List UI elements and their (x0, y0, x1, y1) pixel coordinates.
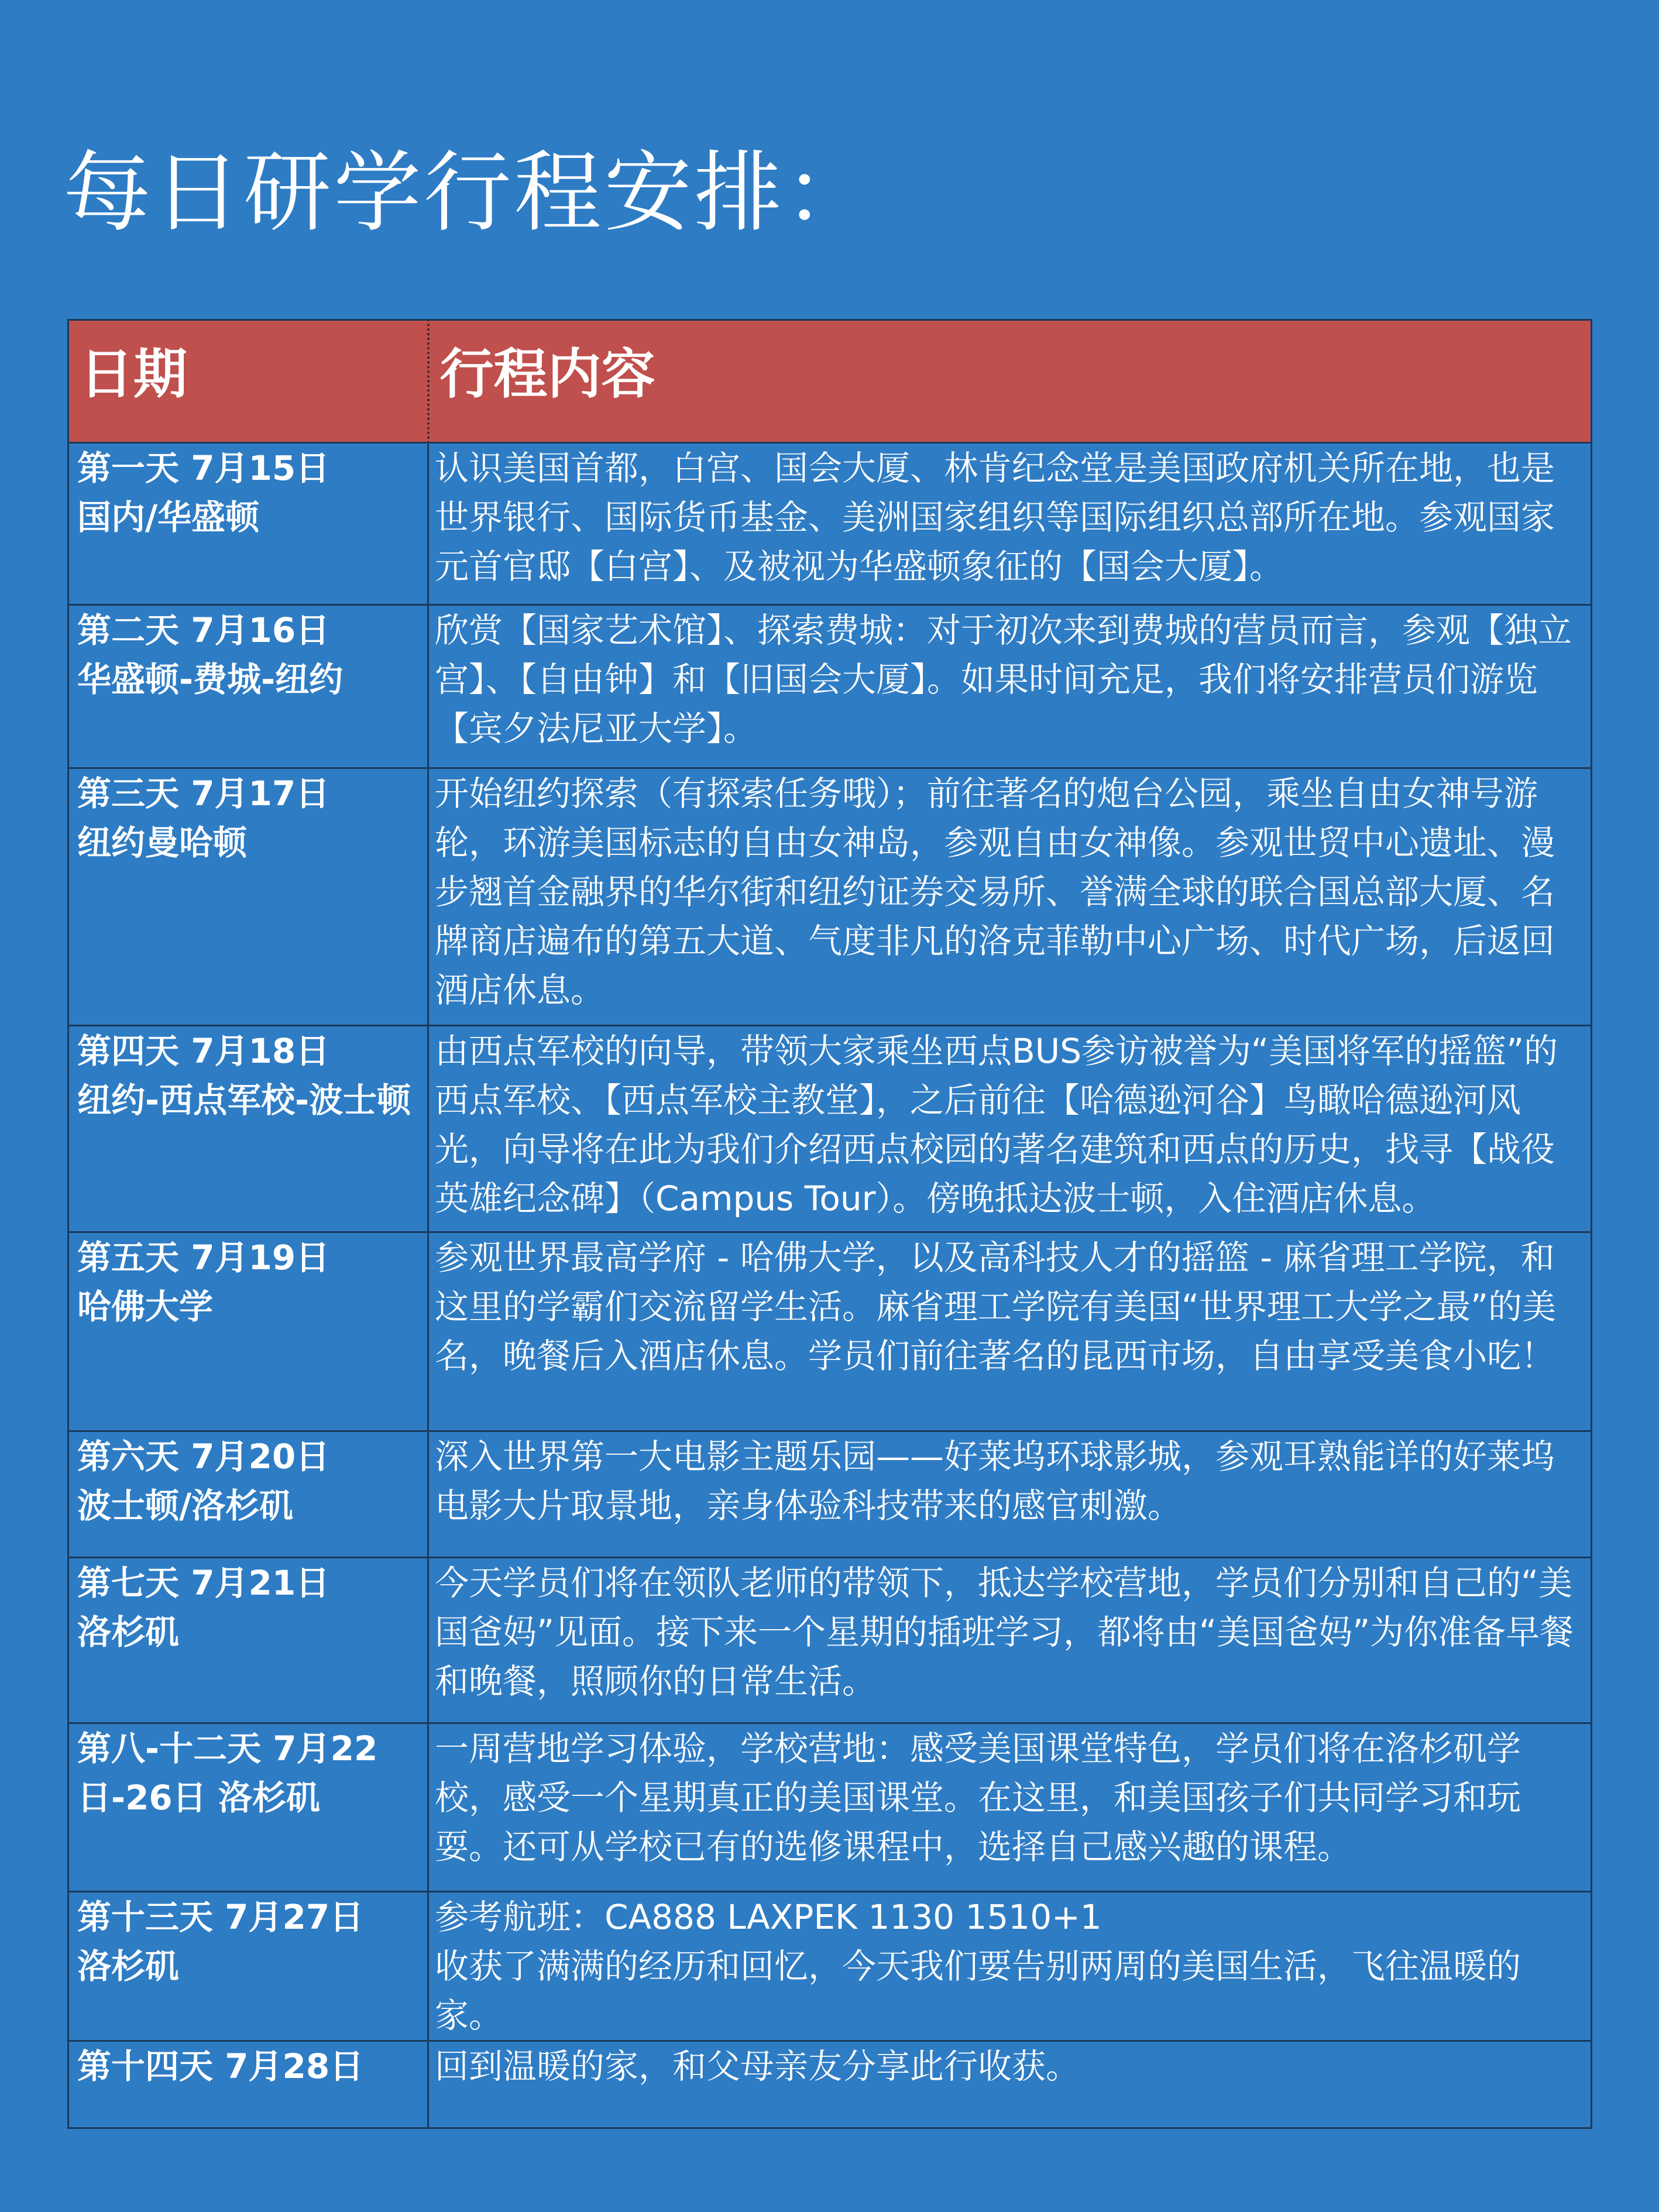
date-cell (68, 768, 428, 1026)
table-row (68, 1558, 1592, 1723)
content-cell (428, 1892, 1592, 2041)
table-row (68, 1723, 1592, 1892)
flight-info: 参考航班：CA888 LAXPEK 1130 1510+1 (435, 1897, 1102, 1937)
date-cell (68, 1431, 428, 1558)
day-location: 洛杉矶 (77, 1612, 180, 1652)
date-cell (68, 1026, 428, 1232)
content-cell: 认识美国首都，白宫、国会大厦、林肯纪念堂是美国政府机关所在地，也是世界银行、国际货币基金、美洲国家组织等国际组织总部所在地。参观国家元首官邸【白宫】、及被视为华盛顿象征的【国会大厦】。 (428, 443, 1592, 605)
date-cell (68, 1558, 428, 1723)
date-cell (68, 443, 428, 605)
day-location: 纽约-西点军校-波士顿 (77, 1080, 411, 1120)
day-date: 第四天 7月18日 (77, 1031, 330, 1071)
day-date: 第七天 7月21日 (77, 1563, 330, 1603)
date-cell (68, 2041, 428, 2128)
header-content: 行程内容 (428, 320, 1592, 443)
date-cell (68, 605, 428, 768)
itinerary-table (67, 319, 1592, 2129)
day-location: 哈佛大学 (77, 1287, 214, 1327)
day-date: 第三天 7月17日 (77, 774, 330, 813)
date-cell (68, 1723, 428, 1892)
content-cell: 今天学员们将在领队老师的带领下，抵达学校营地，学员们分别和自己的“美国爸妈”见面。接下来一个星期的插班学习，都将由“美国爸妈”为你准备早餐和晚餐，照顾你的日常生活。 (428, 1558, 1592, 1723)
page-title: 每日研学行程安排： (63, 142, 875, 244)
content-cell: 由西点军校的向导，带领大家乘坐西点BUS参访被誉为“美国将军的摇篮”的西点军校、【西点军校主教堂】，之后前往【哈德逊河谷】鸟瞰哈德逊河风光，向导将在此为我们介绍西点校园的著名建筑和西点的历史，找寻【战役英雄纪念碑】（Campus Tour）。傍晚抵达波士顿，入住酒店休息。 (428, 1026, 1592, 1232)
table-row (68, 768, 1592, 1026)
table-row (68, 443, 1592, 605)
content-cell: 参观世界最高学府 - 哈佛大学，以及高科技人才的摇篮 - 麻省理工学院，和这里的学霸们交流留学生活。麻省理工学院有美国“世界理工大学之最”的美名，晚餐后入酒店休息。学员们前往著名的昆西市场，自由享受美食小吃！ (428, 1232, 1592, 1431)
table-row (68, 1892, 1592, 2041)
day-location: 华盛顿-费城-纽约 (77, 660, 344, 699)
table-row (68, 1026, 1592, 1232)
day-location: 国内/华盛顿 (77, 497, 260, 537)
content-text: 收获了满满的经历和回忆，今天我们要告别两周的美国生活，飞往温暖的家。 (435, 1946, 1521, 2035)
date-cell (68, 1892, 428, 2041)
day-date: 第十三天 7月27日 (77, 1897, 364, 1937)
table-header-row (68, 320, 1592, 443)
table-row (68, 2041, 1592, 2128)
table-row (68, 605, 1592, 768)
day-date: 第二天 7月16日 (77, 610, 330, 650)
content-cell: 欣赏【国家艺术馆】、探索费城：对于初次来到费城的营员而言，参观【独立宫】、【自由钟】和【旧国会大厦】。如果时间充足，我们将安排营员们游览【宾夕法尼亚大学】。 (428, 605, 1592, 768)
content-cell: 开始纽约探索（有探索任务哦）；前往著名的炮台公园，乘坐自由女神号游轮，环游美国标志的自由女神岛，参观自由女神像。参观世贸中心遗址、漫步翘首金融界的华尔街和纽约证券交易所、誉满全球的联合国总部大厦、名牌商店遍布的第五大道、气度非凡的洛克菲勒中心广场、时代广场，后返回酒店休息。 (428, 768, 1592, 1026)
table-row (68, 1232, 1592, 1431)
day-date: 第八-十二天 7月22日-26日 洛杉矶 (77, 1729, 378, 1818)
content-cell: 深入世界第一大电影主题乐园——好莱坞环球影城，参观耳熟能详的好莱坞电影大片取景地，亲身体验科技带来的感官刺激。 (428, 1431, 1592, 1558)
header-date: 日期 (68, 320, 428, 443)
table-row (68, 1431, 1592, 1558)
content-cell: 一周营地学习体验，学校营地：感受美国课堂特色，学员们将在洛杉矶学校，感受一个星期真正的美国课堂。在这里，和美国孩子们共同学习和玩耍。还可从学校已有的选修课程中，选择自己感兴趣的课程。 (428, 1723, 1592, 1892)
day-date: 第一天 7月15日 (77, 448, 330, 488)
content-cell: 回到温暖的家，和父母亲友分享此行收获。 (428, 2041, 1592, 2128)
day-date: 第五天 7月19日 (77, 1238, 330, 1277)
date-cell (68, 1232, 428, 1431)
day-date: 第六天 7月20日 (77, 1437, 330, 1476)
day-location: 洛杉矶 (77, 1946, 180, 1986)
day-location: 纽约曼哈顿 (77, 823, 248, 863)
day-location: 波士顿/洛杉矶 (77, 1486, 294, 1526)
day-date: 第十四天 7月28日 (77, 2046, 364, 2086)
